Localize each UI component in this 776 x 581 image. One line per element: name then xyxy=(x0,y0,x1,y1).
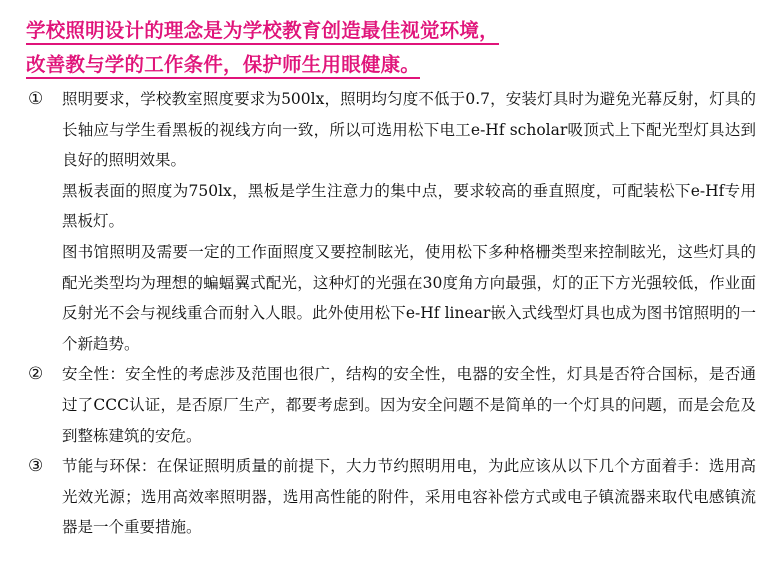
headline xyxy=(26,14,756,82)
list-marker: ② xyxy=(28,364,44,385)
headline-line-2: 改善教与学的工作条件，保护师生用眼健康。 xyxy=(26,48,756,82)
list-item-1 xyxy=(26,84,756,359)
paragraph: 图书馆照明及需要一定的工作面照度又要控制眩光，使用松下多种格栅类型来控制眩光，这些灯具的配光类型均为理想的蝙蝠翼式配光，这种灯的光强在30度角方向最强，灯的正下方光强较低，作业面反射光不会与视线重合而射入人眼。此外使用松下e-Hf linear嵌入式线型灯具也成为图书馆照明的一个新趋势。 xyxy=(62,242,756,353)
list-marker: ③ xyxy=(28,456,44,477)
paragraph: 照明要求，学校教室照度要求为500lx，照明均匀度不低于0.7，安装灯具时为避免光幕反射，灯具的长轴应与学生看黑板的视线方向一致，所以可选用松下电工e-Hf scholar吸顶式上下配光型灯具达到良好的照明效果。 xyxy=(62,90,756,170)
list-item-2 xyxy=(26,359,756,451)
list-marker: ① xyxy=(28,89,44,109)
paragraph: 安全性：安全性的考虑涉及范围也很广，结构的安全性，电器的安全性，灯具是否符合国标，是否通过了CCC认证，是否原厂生产，都要考虑到。因为安全问题不是简单的一个灯具的问题，而是会危及到整栋建筑的安危。 xyxy=(62,365,756,445)
paragraph: 节能与环保：在保证照明质量的前提下，大力节约照明用电，为此应该从以下几个方面着手：选用高光效光源；选用高效率照明器，选用高性能的附件，采用电容补偿方式或电子镇流器来取代电感镇流器是一个重要措施。 xyxy=(62,457,756,537)
headline-line-1: 学校照明设计的理念是为学校教育创造最佳视觉环境， xyxy=(26,14,756,48)
paragraph: 黑板表面的照度为750lx，黑板是学生注意力的集中点，要求较高的垂直照度，可配装松下e-Hf专用黑板灯。 xyxy=(62,181,756,231)
numbered-list xyxy=(26,84,756,543)
list-item-3 xyxy=(26,451,756,543)
